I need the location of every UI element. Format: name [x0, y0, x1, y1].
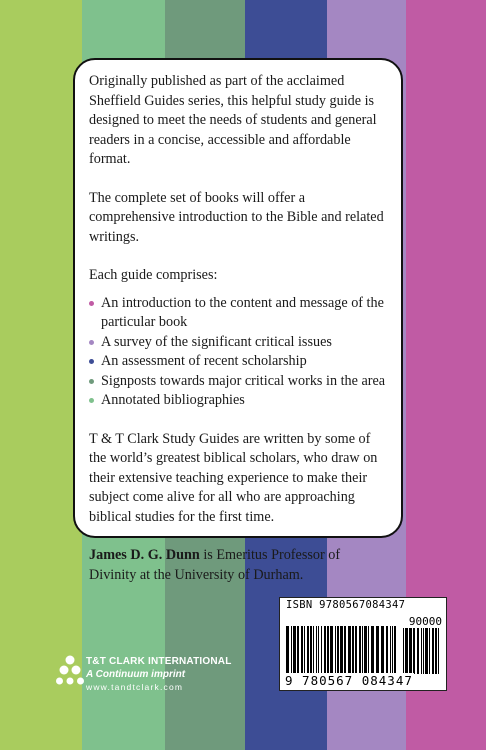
- barcode-bar: [413, 628, 415, 674]
- author-bio-text: is Emeritus Professor of Divinity at the University of Durham.: [89, 547, 341, 583]
- barcode-bar: [432, 628, 434, 674]
- barcode-bar: [417, 628, 419, 674]
- stripe-1: [0, 0, 82, 750]
- list-item: Annotated bibliographies: [89, 391, 387, 411]
- publisher-imprint: A Continuum imprint: [86, 669, 186, 680]
- bullet-dot-icon: [89, 359, 94, 364]
- author-name: James D. G. Dunn: [89, 547, 200, 563]
- publisher-url: www.tandtclark.com: [86, 682, 184, 692]
- publisher-name: T&T CLARK INTERNATIONAL: [86, 656, 232, 667]
- list-item: Signposts towards major critical works in the area: [89, 372, 387, 392]
- author-bio: [89, 546, 387, 585]
- price-code: 90000: [408, 615, 442, 628]
- bullet-dot-icon: [89, 398, 94, 403]
- list-item: A survey of the significant critical issues: [89, 333, 387, 353]
- list-item: An assessment of recent scholarship: [89, 352, 387, 372]
- barcode-bar: [403, 628, 404, 674]
- list-title: Each guide comprises:: [89, 267, 218, 283]
- barcode-bar: [405, 628, 408, 674]
- barcode-bar: [438, 628, 439, 674]
- description-panel: [73, 58, 403, 583]
- features-list: [89, 294, 387, 411]
- barcode-bar: [423, 628, 424, 674]
- bullet-dot-icon: [89, 340, 94, 345]
- bullet-dot-icon: [89, 379, 94, 384]
- barcode-bar: [409, 628, 412, 674]
- barcode-bar: [435, 628, 437, 674]
- barcode-bar: [425, 628, 428, 674]
- bullet-dot-icon: [89, 301, 94, 306]
- barcode-bar: [421, 628, 422, 674]
- publisher-text: [86, 656, 266, 692]
- addon-barcode-bars: [403, 628, 443, 674]
- list-item: An introduction to the content and message of the particular book: [89, 294, 387, 333]
- intro-paragraph: Originally published as part of the acclaimed Sheffield Guides series, this helpful study guide is designed to meet the needs of students and general readers in a concise, accessible and affordable format.: [89, 73, 377, 167]
- barcode-digits: 9 780567 084347: [285, 673, 413, 688]
- authors-paragraph: T & T Clark Study Guides are written by some of the world’s greatest biblical scholars, who draw on their extensive teaching experience to make their subject come alive for all who are approaching biblical studies for the first time.: [89, 430, 378, 525]
- isbn-label: ISBN 9780567084347: [286, 599, 406, 611]
- publisher-logo-icon: [56, 654, 84, 688]
- barcode-bar: [429, 628, 430, 674]
- isbn-barcode: [279, 597, 447, 691]
- series-paragraph: The complete set of books will offer a comprehensive introduction to the Bible and related writings.: [89, 189, 384, 245]
